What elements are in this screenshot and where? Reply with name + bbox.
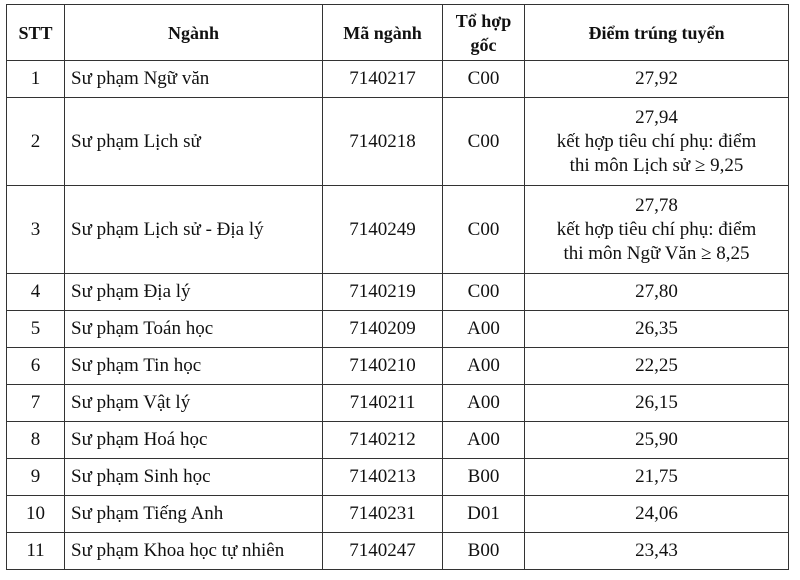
cell-ma-nganh: 7140218 (323, 98, 443, 186)
cell-nganh: Sư phạm Toán học (65, 311, 323, 348)
cell-ma-nganh: 7140210 (323, 348, 443, 385)
cell-stt: 6 (7, 348, 65, 385)
cell-to-hop: B00 (443, 459, 525, 496)
cell-to-hop: C00 (443, 274, 525, 311)
table-header-row (7, 5, 789, 61)
table-row (7, 348, 789, 385)
cell-nganh: Sư phạm Ngữ văn (65, 61, 323, 98)
cell-nganh: Sư phạm Địa lý (65, 274, 323, 311)
cell-ma-nganh: 7140217 (323, 61, 443, 98)
cell-stt: 4 (7, 274, 65, 311)
score-note-line-2: thi môn Ngữ Văn ≥ 8,25 (563, 242, 750, 264)
cell-nganh: Sư phạm Tin học (65, 348, 323, 385)
cell-nganh: Sư phạm Hoá học (65, 422, 323, 459)
cell-diem: 24,06 (525, 496, 789, 533)
header-nganh: Ngành (65, 5, 323, 61)
cell-ma-nganh: 7140247 (323, 533, 443, 570)
header-ma-nganh: Mã ngành (323, 5, 443, 61)
cell-diem (525, 98, 789, 186)
score-note-line-2: thi môn Lịch sử ≥ 9,25 (569, 154, 744, 176)
cell-stt: 9 (7, 459, 65, 496)
cell-ma-nganh: 7140219 (323, 274, 443, 311)
cell-ma-nganh: 7140213 (323, 459, 443, 496)
cell-to-hop: A00 (443, 385, 525, 422)
cell-to-hop: D01 (443, 496, 525, 533)
header-stt: STT (7, 5, 65, 61)
cell-diem: 25,90 (525, 422, 789, 459)
table-row (7, 186, 789, 274)
cell-nganh: Sư phạm Lịch sử - Địa lý (65, 186, 323, 274)
cell-to-hop: C00 (443, 98, 525, 186)
header-to-hop: Tổ hợp gốc (443, 5, 525, 61)
table-row (7, 98, 789, 186)
table-row (7, 496, 789, 533)
cell-ma-nganh: 7140211 (323, 385, 443, 422)
cell-stt: 5 (7, 311, 65, 348)
cell-diem: 21,75 (525, 459, 789, 496)
cell-to-hop: A00 (443, 311, 525, 348)
cell-ma-nganh: 7140231 (323, 496, 443, 533)
cell-stt: 10 (7, 496, 65, 533)
cell-diem (525, 186, 789, 274)
cell-to-hop: C00 (443, 186, 525, 274)
cell-to-hop: A00 (443, 348, 525, 385)
cell-nganh: Sư phạm Tiếng Anh (65, 496, 323, 533)
cell-ma-nganh: 7140209 (323, 311, 443, 348)
cell-stt: 3 (7, 186, 65, 274)
cell-to-hop: A00 (443, 422, 525, 459)
cell-nganh: Sư phạm Lịch sử (65, 98, 323, 186)
table-row (7, 61, 789, 98)
cell-to-hop: B00 (443, 533, 525, 570)
cell-diem: 22,25 (525, 348, 789, 385)
score-value: 27,94 (635, 106, 678, 128)
cell-diem: 26,15 (525, 385, 789, 422)
cell-stt: 8 (7, 422, 65, 459)
cell-nganh: Sư phạm Khoa học tự nhiên (65, 533, 323, 570)
cell-stt: 11 (7, 533, 65, 570)
cell-nganh: Sư phạm Vật lý (65, 385, 323, 422)
cell-ma-nganh: 7140249 (323, 186, 443, 274)
cell-diem: 23,43 (525, 533, 789, 570)
table-row (7, 422, 789, 459)
cell-stt: 2 (7, 98, 65, 186)
table-row (7, 274, 789, 311)
admission-score-table (6, 4, 789, 570)
score-note-line-1: kết hợp tiêu chí phụ: điểm (556, 130, 757, 152)
table-row (7, 385, 789, 422)
cell-diem: 26,35 (525, 311, 789, 348)
table-row (7, 533, 789, 570)
cell-stt: 7 (7, 385, 65, 422)
table-row (7, 311, 789, 348)
cell-to-hop: C00 (443, 61, 525, 98)
cell-diem: 27,92 (525, 61, 789, 98)
score-note-line-1: kết hợp tiêu chí phụ: điểm (556, 218, 757, 240)
score-value: 27,78 (635, 194, 678, 216)
table-row (7, 459, 789, 496)
header-diem: Điểm trúng tuyển (525, 5, 789, 61)
cell-ma-nganh: 7140212 (323, 422, 443, 459)
cell-stt: 1 (7, 61, 65, 98)
cell-diem: 27,80 (525, 274, 789, 311)
cell-nganh: Sư phạm Sinh học (65, 459, 323, 496)
